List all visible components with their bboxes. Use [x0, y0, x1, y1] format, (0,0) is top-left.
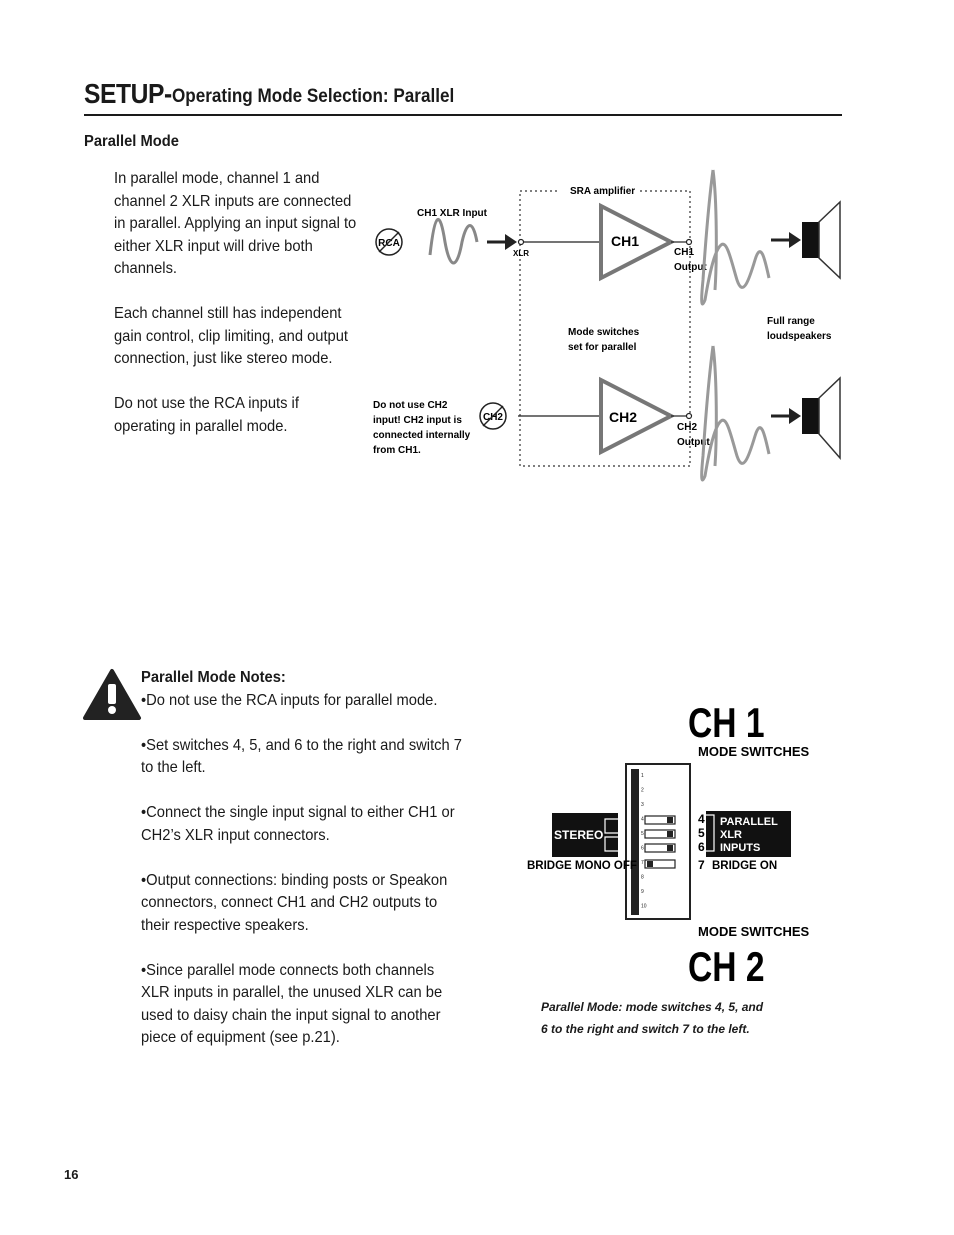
- dip-switch-number: 6: [641, 845, 644, 852]
- intro-text: [114, 168, 362, 461]
- notes-title: Parallel Mode Notes:: [141, 669, 286, 686]
- figure-caption: [541, 996, 781, 1040]
- ch2-title: CH 2: [688, 944, 765, 991]
- note-item: •Do not use the RCA inputs for parallel mode.: [141, 691, 438, 709]
- note-item: •Set switches 4, 5, and 6 to the right and switch 7 to the left.: [141, 736, 462, 776]
- page-subtitle: Operating Mode Selection: Parallel: [172, 86, 455, 107]
- rca-crossed-icon: [376, 229, 402, 255]
- page-title: SETUP-: [84, 78, 172, 109]
- mode-switches-bottom-label: MODE SWITCHES: [698, 924, 810, 939]
- mode-switches-note: Mode switches set for parallel: [568, 327, 640, 353]
- dip-switch-5: [645, 830, 675, 838]
- ch1-output-wave: [702, 170, 769, 304]
- ch1-speaker-icon: [802, 202, 840, 278]
- stereo-label: STEREO: [554, 828, 604, 842]
- input-signal-wave: [430, 219, 477, 263]
- warning-icon: [82, 668, 142, 722]
- dip-switch-number: 1: [641, 773, 644, 779]
- ch1-xlr-input-label: CH1 XLR Input: [417, 208, 487, 219]
- ch2-speaker-icon: [802, 378, 840, 458]
- caption-line: Parallel Mode: mode switches 4, 5, and: [541, 1000, 764, 1014]
- note-item: •Output connections: binding posts or Speakon connectors, connect CH1 and CH2 outputs to their respective speakers.: [141, 871, 448, 934]
- dip-switch-number: 10: [641, 903, 647, 910]
- full-range-label: Full range loudspeakers: [767, 316, 832, 342]
- dip-switch-number: 9: [641, 889, 644, 895]
- parallel-mode-notes: [141, 667, 463, 1072]
- dip-switch-number: 8: [641, 874, 644, 881]
- intro-paragraph: In parallel mode, channel 1 and channel 2 XLR inputs are connected in parallel. Applying an input signal to either XLR input will drive both channels.: [114, 170, 357, 277]
- xlr-node: [519, 240, 524, 245]
- dip-switch-4: [645, 816, 675, 824]
- switch-number-4: 4: [698, 812, 705, 826]
- dip-switch-6: [645, 844, 675, 852]
- dip-switch-number: 2: [641, 787, 644, 794]
- dip-switch-number: 5: [641, 831, 644, 837]
- title-divider: [84, 114, 842, 116]
- note-item: •Connect the single input signal to either CH1 or CH2’s XLR input connectors.: [141, 804, 455, 844]
- ch2-output-label: CH2 Output: [677, 422, 710, 448]
- switch-number-6: 6: [698, 840, 705, 854]
- parallel-wiring-diagram: [365, 160, 850, 485]
- mode-switch-figure: [520, 695, 810, 995]
- ch2-output-wave: [702, 346, 769, 480]
- mode-switches-top-label: MODE SWITCHES: [698, 744, 810, 759]
- xlr-label: XLR: [513, 249, 529, 258]
- note-item: •Since parallel mode connects both channels XLR inputs in parallel, the unused XLR can be used to daisy chain the input signal to another piece of equipment (see p.21).: [141, 961, 443, 1046]
- ch1-title: CH 1: [688, 700, 765, 747]
- caption-line: 6 to the right and switch 7 to the left.: [541, 1022, 750, 1036]
- svg-text:CH2: CH2: [482, 412, 504, 423]
- ch2-amp-label: CH2: [609, 409, 638, 425]
- switch-number-5: 5: [698, 826, 705, 840]
- intro-paragraph: Do not use the RCA inputs if operating in parallel mode.: [114, 395, 299, 435]
- page-number: 16: [64, 1167, 79, 1182]
- dip-switch-number: 7: [641, 860, 644, 866]
- ch2-input-crossed-icon: [480, 403, 506, 429]
- dip-switch-number: 4: [641, 816, 644, 823]
- switch-number-7: 7: [698, 858, 705, 872]
- ch2-arrow-icon: [789, 408, 801, 424]
- ch2-warning-note: Do not use CH2 input! CH2 input is connected internally from CH1.: [373, 400, 471, 456]
- svg-text:RCA: RCA: [378, 238, 400, 249]
- section-heading: Parallel Mode: [84, 133, 179, 150]
- dip-switch-7: [645, 860, 675, 868]
- intro-paragraph: Each channel still has independent gain control, clip limiting, and output connection, just like stereo mode.: [114, 305, 349, 367]
- parallel-label: PARALLEL XLR INPUTS: [720, 816, 778, 854]
- dip-switch-number: 3: [641, 802, 644, 808]
- bridge-on-label: BRIDGE ON: [712, 860, 778, 872]
- sra-amplifier-label: SRA amplifier: [570, 186, 636, 197]
- ch1-output-label: CH1 Output: [674, 247, 707, 273]
- bridge-mono-off-label: BRIDGE MONO OFF: [527, 860, 637, 872]
- ch1-amp-label: CH1: [611, 233, 640, 249]
- ch1-arrow-icon: [789, 232, 801, 248]
